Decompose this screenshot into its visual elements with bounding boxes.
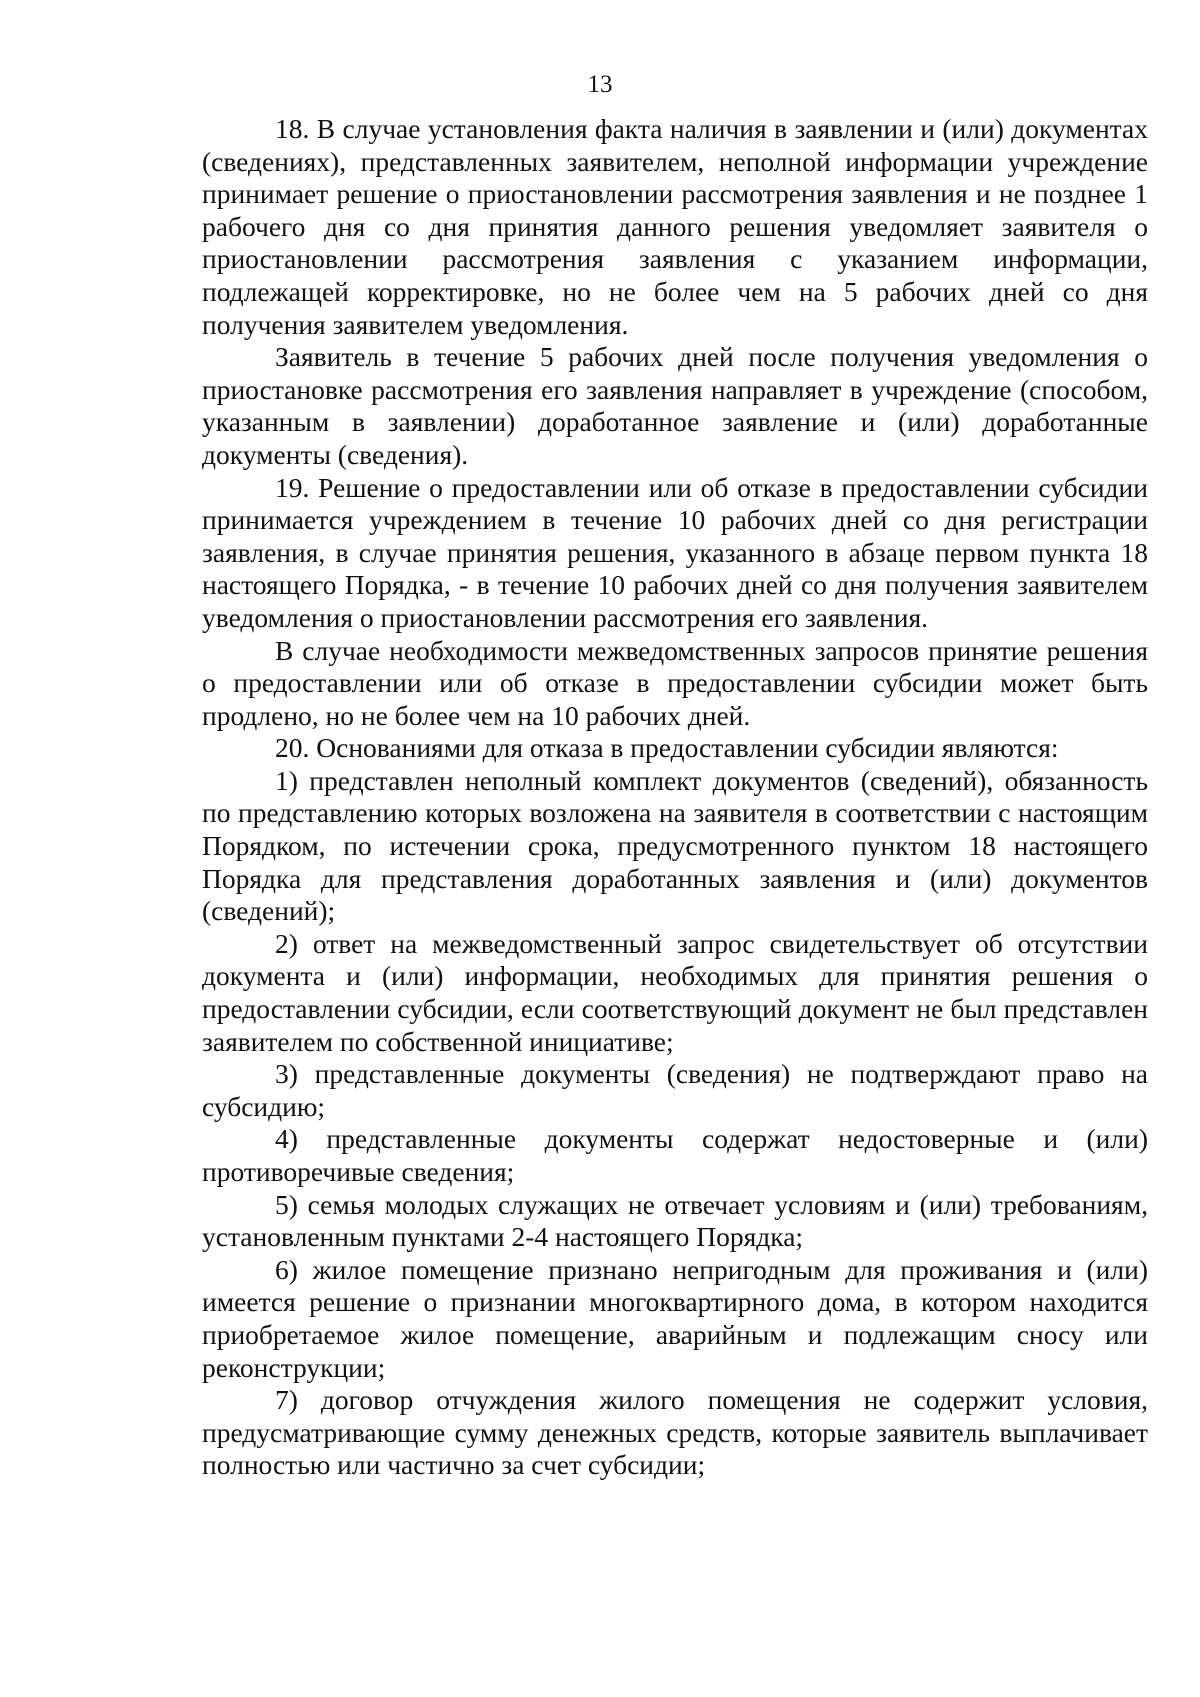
list-item-4: 4) представленные документы содержат недостоверные и (или) противоречивые сведения;: [202, 1123, 1148, 1187]
paragraph-applicant-response: Заявитель в течение 5 рабочих дней после получения уведомления о приостановке рассмотрения его заявления направляет в учреждение (способом, указанным в заявлении) доработанное заявление и (или) доработанные документы (сведения).: [202, 341, 1148, 470]
paragraph-20: 20. Основаниями для отказа в предоставлении субсидии являются:: [275, 732, 1059, 764]
list-item-2: 2) ответ на межведомственный запрос свидетельствует об отсутствии документа и (или) информации, необходимых для принятия решения о предоставлении субсидии, если соответствующий документ не был представлен заявителем по собственной инициативе;: [202, 927, 1148, 1057]
list-item-5: 5) семья молодых служащих не отвечает условиям и (или) требованиям, установленным пунктами 2-4 настоящего Порядка;: [202, 1188, 1148, 1253]
page-number: 13: [587, 71, 613, 98]
paragraph-interagency-extension: В случае необходимости межведомственных запросов принятие решения о предоставлении или об отказе в предоставлении субсидии может быть продлено, но не более чем на 10 рабочих дней.: [202, 634, 1148, 731]
paragraph-19: 19. Решение о предоставлении или об отказе в предоставлении субсидии принимается учреждением в течение 10 рабочих дней со дня регистрации заявления, в случае принятия решения, указанного в абзаце первом пункта 18 настоящего Порядка, - в течение 10 рабочих дней со дня получения заявителем уведомления о приостановлении рассмотрения его заявления.: [202, 471, 1148, 633]
paragraph-18: 18. В случае установления факта наличия в заявлении и (или) документах (сведениях), представленных заявителем, неполной информации учреждение принимает решение о приостановлении рассмотрения заявления и не позднее 1 рабочего дня со дня принятия данного решения уведомляет заявителя о приостановлении рассмотрения заявления с указанием информации, подлежащей корректировке, но не более чем на 5 рабочих дней со дня получения заявителем уведомления.: [202, 113, 1148, 340]
list-item-1: 1) представлен неполный комплект документов (сведений), обязанность по представлению которых возложена на заявителя в соответствии с настоящим Порядком, по истечении срока, предусмотренного пунктом 18 настоящего Порядка для представления доработанных заявления и (или) документов (сведений);: [202, 764, 1148, 927]
list-item-3: 3) представленные документы (сведения) не подтверждают право на субсидию;: [202, 1058, 1148, 1122]
document-body: [202, 113, 1148, 1482]
list-item-7: 7) договор отчуждения жилого помещения не содержит условия, предусматривающие сумму денежных средств, которые заявитель выплачивает полностью или частично за счет субсидии;: [202, 1384, 1148, 1481]
list-item-6: 6) жилое помещение признано непригодным для проживания и (или) имеется решение о признании многоквартирного дома, в котором находится приобретаемое жилое помещение, аварийным и подлежащим сносу или реконструкции;: [202, 1253, 1148, 1383]
